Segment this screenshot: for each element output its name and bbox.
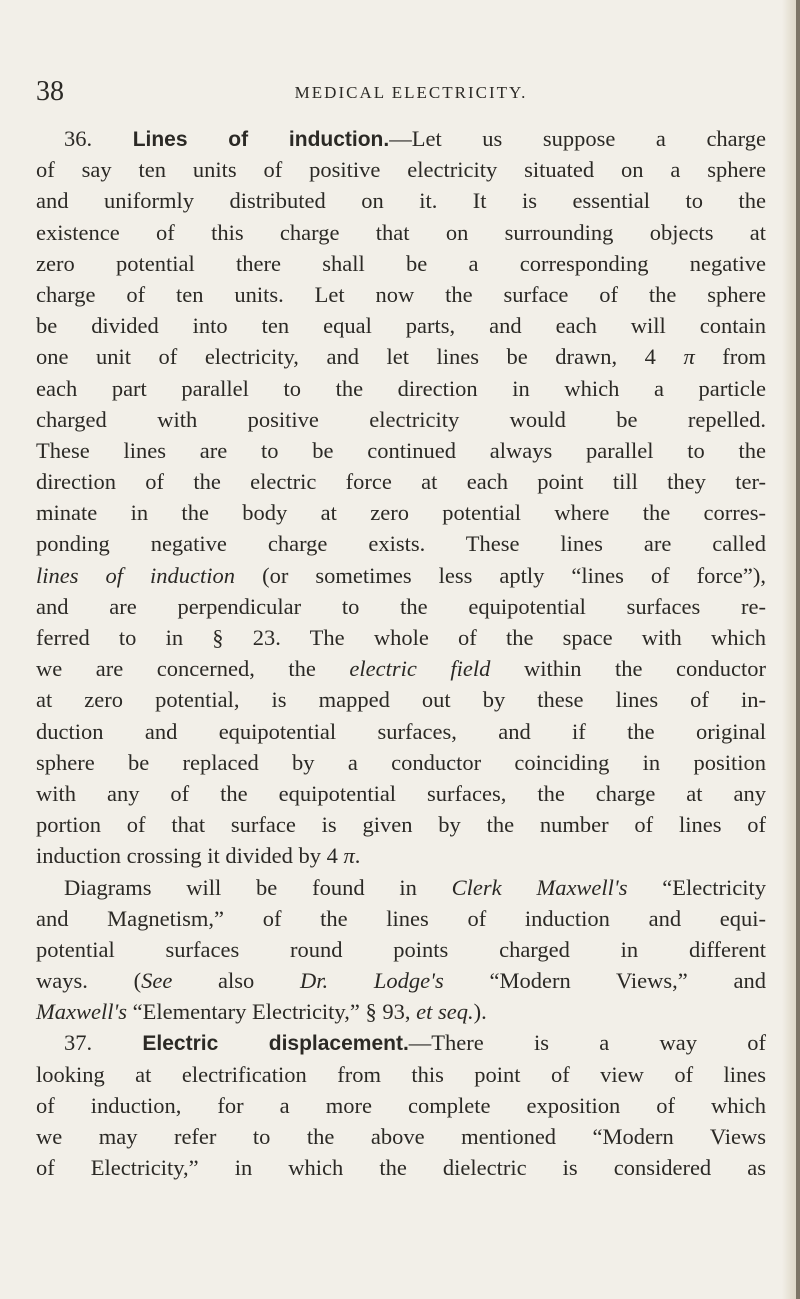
text-run: of say ten units of positive electricity situated on a sphere	[36, 157, 766, 183]
paragraph	[36, 872, 766, 1028]
text-line	[36, 341, 766, 372]
text-line	[36, 1027, 766, 1058]
text-run: “Modern Views,” and	[443, 968, 766, 994]
text-line	[36, 934, 766, 965]
text-line	[36, 248, 766, 279]
italic-text: lines of induction	[36, 562, 236, 588]
text-line	[36, 123, 766, 154]
text-line	[36, 684, 766, 715]
text-run: .	[354, 843, 361, 869]
text-run: These lines are to be continued always parallel to the	[36, 437, 766, 463]
text-line	[36, 1090, 766, 1121]
text-run: zero potential there shall be a corresponding negative	[36, 250, 766, 276]
italic-text: electric field	[349, 656, 491, 682]
text-line	[36, 1121, 766, 1152]
italic-text: et seq.	[416, 999, 474, 1025]
text-line	[36, 1059, 766, 1090]
text-run: ).	[473, 999, 487, 1025]
text-run: minate in the body at zero potential where the corres-	[36, 500, 766, 526]
section-heading: Lines of induction.	[132, 128, 390, 151]
text-run: and Magnetism,” of the lines of induction and equi-	[36, 905, 766, 931]
text-run: one unit of electricity, and let lines be drawn, 4	[36, 344, 684, 370]
running-head: MEDICAL ELECTRICITY.	[294, 83, 528, 102]
text-run: ways. (	[36, 968, 142, 994]
text-run: we may refer to the above mentioned “Modern Views	[36, 1124, 766, 1149]
text-line	[36, 560, 766, 591]
text-line	[36, 809, 766, 840]
text-line	[36, 528, 766, 559]
text-line	[36, 840, 766, 871]
page-number: 38	[36, 76, 64, 107]
paragraph	[36, 123, 766, 872]
text-run: charge of ten units. Let now the surface of the sphere	[36, 281, 766, 307]
text-run: at zero potential, is mapped out by these lines of in-	[36, 687, 766, 713]
italic-text: Dr. Lodge's	[300, 968, 444, 994]
text-run: from	[694, 344, 766, 370]
text-line	[36, 373, 766, 404]
text-line	[36, 404, 766, 435]
text-run: existence of this charge that on surrounding objects at	[36, 219, 766, 245]
text-line	[36, 872, 766, 903]
text-line	[36, 185, 766, 216]
text-run: 36.	[64, 126, 133, 151]
text-run: with any of the equipotential surfaces, the charge at any	[36, 780, 766, 806]
body-text	[36, 123, 766, 1183]
text-line	[36, 310, 766, 341]
text-run: —There is a way of	[408, 1030, 767, 1056]
text-run: each part parallel to the direction in which a particle	[36, 375, 766, 401]
text-run: charged with positive electricity would be repelled.	[36, 406, 766, 432]
text-run: duction and equipotential surfaces, and if the original	[36, 718, 766, 744]
italic-text: Clerk Maxwell's	[451, 874, 628, 900]
text-run: direction of the electric force at each point till they ter-	[36, 469, 766, 495]
text-run: of Electricity,” in which the dielectric is considered as	[36, 1155, 766, 1181]
section-heading: Electric displacement.	[142, 1032, 409, 1056]
text-run: “Electricity	[627, 874, 766, 900]
italic-text: π	[683, 344, 695, 370]
text-line	[36, 622, 766, 653]
text-run: —Let us suppose a charge	[389, 126, 766, 151]
text-line	[36, 778, 766, 809]
italic-text: Maxwell's	[36, 999, 128, 1025]
text-run: portion of that surface is given by the number of lines of	[36, 812, 766, 838]
text-line	[36, 154, 766, 185]
text-line	[36, 279, 766, 310]
italic-text: See	[141, 968, 173, 994]
text-run: within the conductor	[490, 656, 766, 682]
text-run: 37.	[64, 1030, 143, 1056]
text-line	[36, 716, 766, 747]
italic-text: π	[343, 843, 355, 869]
text-run: and uniformly distributed on it. It is essential to the	[36, 188, 766, 214]
text-run: (or sometimes less aptly “lines of force”),	[235, 562, 766, 588]
text-run: looking at electrification from this point of view of lines	[36, 1061, 766, 1087]
text-run: Diagrams will be found in	[64, 874, 452, 900]
text-line	[36, 996, 766, 1027]
text-run: potential surfaces round points charged in different	[36, 936, 766, 962]
text-line	[36, 591, 766, 622]
text-line	[36, 435, 766, 466]
text-line	[36, 466, 766, 497]
text-line	[36, 965, 766, 996]
text-run: of induction, for a more complete exposition of which	[36, 1092, 766, 1118]
text-line	[36, 217, 766, 248]
page-header	[36, 76, 756, 110]
text-run: sphere be replaced by a conductor coinciding in position	[36, 749, 766, 775]
text-line	[36, 653, 766, 684]
text-line	[36, 497, 766, 528]
paragraph	[36, 1027, 766, 1183]
text-run: ferred to in § 23. The whole of the space with which	[36, 625, 766, 650]
text-run: we are concerned, the	[36, 656, 350, 682]
text-run: induction crossing it divided by 4	[36, 843, 344, 869]
text-run: and are perpendicular to the equipotential surfaces re-	[36, 593, 766, 619]
text-run: be divided into ten equal parts, and each will contain	[36, 313, 766, 339]
text-line	[36, 903, 766, 934]
text-run: ponding negative charge exists. These lines are called	[36, 531, 766, 557]
text-line	[36, 1152, 766, 1183]
text-run: also	[172, 968, 301, 994]
text-line	[36, 747, 766, 778]
page-edge-binding	[796, 0, 800, 1299]
text-run: “Elementary Electricity,” § 93,	[127, 999, 417, 1025]
